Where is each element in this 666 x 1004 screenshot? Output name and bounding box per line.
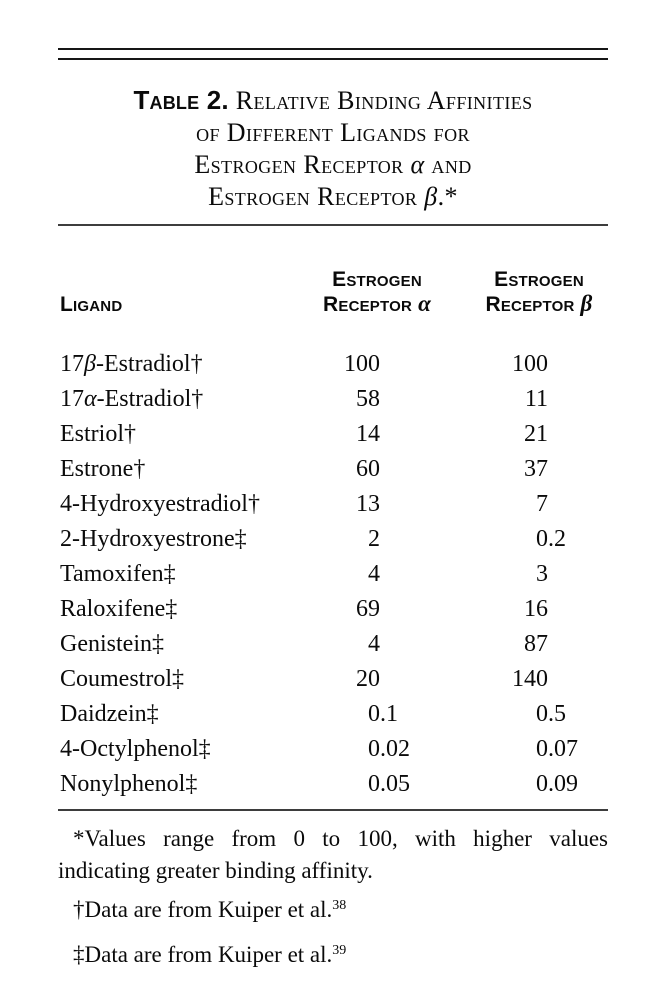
er-alpha-value-frac — [380, 382, 476, 417]
er-beta-value-int: 140 — [512, 666, 548, 692]
er-beta-value-frac — [548, 452, 608, 487]
table-body — [58, 347, 608, 802]
ligand-cell: Raloxifene‡ — [60, 596, 178, 622]
er-alpha-value-int: 4 — [368, 561, 380, 587]
table-title-text-1: Relative Binding Affinities — [235, 86, 533, 115]
ligand-cell: 4-Hydroxyestradiol† — [60, 491, 260, 517]
table-row — [58, 662, 608, 697]
er-beta-value-frac: .07 — [548, 736, 578, 762]
er-alpha-value-int: 0 — [368, 701, 380, 727]
table-row — [58, 382, 608, 417]
er-alpha-value-frac — [380, 487, 476, 522]
footnote-dagger: †Data are from Kuiper et al.$^{38}$ — [73, 897, 347, 922]
table-row — [58, 347, 608, 382]
er-beta-value-int: 7 — [536, 491, 548, 517]
er-beta-value-int: 0 — [536, 771, 548, 797]
er-alpha-value-int: 14 — [356, 421, 380, 447]
er-beta-value-int: 16 — [524, 596, 548, 622]
footer-rule — [58, 809, 608, 811]
ligand-cell: Nonylphenol‡ — [60, 771, 198, 797]
table-title — [58, 84, 608, 213]
ligand-cell: 17α-Estradiol† — [60, 386, 204, 412]
er-beta-value-frac — [548, 557, 608, 592]
footnote-marker: * — [73, 826, 85, 851]
table-number-label: Table 2. — [133, 85, 229, 115]
footnote-marker: † — [73, 897, 85, 922]
alpha-symbol: α — [418, 291, 431, 316]
er-beta-value-frac — [548, 487, 608, 522]
table-row — [58, 487, 608, 522]
table-row — [58, 767, 608, 802]
er-alpha-value-frac — [380, 592, 476, 627]
er-alpha-value-frac: .1 — [380, 701, 398, 727]
er-alpha-value-int: 0 — [368, 771, 380, 797]
beta-symbol: β — [580, 291, 593, 316]
er-alpha-value-frac — [380, 417, 476, 452]
er-beta-value-int: 0 — [536, 736, 548, 762]
table-row — [58, 522, 608, 557]
footnote-asterisk: *Values range from 0 to 100, with higher values indicating greater binding affinity. — [58, 826, 608, 883]
er-alpha-value-int: 13 — [356, 491, 380, 517]
er-alpha-value-int: 0 — [368, 736, 380, 762]
table-row — [58, 417, 608, 452]
er-beta-value-int: 21 — [524, 421, 548, 447]
table-2-figure — [58, 48, 608, 975]
er-beta-value-frac — [548, 662, 608, 697]
ligand-cell: Daidzein‡ — [60, 701, 159, 727]
table-row — [58, 452, 608, 487]
er-alpha-value-frac — [380, 522, 476, 557]
er-beta-value-frac — [548, 627, 608, 662]
column-header-er-beta: Estrogen Receptor β — [485, 268, 593, 316]
table-title-line-4: Estrogen Receptor β.* — [208, 182, 458, 211]
table-header — [58, 268, 608, 317]
er-alpha-value-frac — [380, 662, 476, 697]
er-beta-value-int: 11 — [524, 386, 548, 412]
er-alpha-value-int: 100 — [344, 351, 380, 377]
table-title-line-1 — [58, 84, 608, 117]
er-beta-value-frac: .2 — [548, 526, 566, 552]
er-alpha-value-frac — [380, 557, 476, 592]
er-alpha-value-frac — [380, 627, 476, 662]
ligand-cell: Coumestrol‡ — [60, 666, 184, 692]
er-alpha-value-int: 4 — [368, 631, 380, 657]
reference-superscript: 39 — [332, 943, 347, 958]
er-beta-value-int: 0 — [536, 701, 548, 727]
ligand-cell: Tamoxifen‡ — [60, 561, 176, 587]
column-header-ligand: Ligand — [60, 293, 123, 316]
er-beta-value-int: 37 — [524, 456, 548, 482]
ligand-cell: Estrone† — [60, 456, 146, 482]
er-alpha-value-frac — [380, 347, 476, 382]
table-title-line-2: of Different Ligands for — [196, 118, 470, 147]
er-beta-value-int: 0 — [536, 526, 548, 552]
er-beta-value-frac: .5 — [548, 701, 566, 727]
table-row — [58, 697, 608, 732]
er-alpha-value-int: 20 — [356, 666, 380, 692]
footnote-marker: ‡ — [73, 942, 85, 967]
table-title-line-3: Estrogen Receptor α and — [194, 150, 472, 179]
er-alpha-value-frac — [380, 452, 476, 487]
alpha-symbol: α — [410, 150, 425, 179]
table-row — [58, 732, 608, 767]
reference-superscript: 38 — [332, 898, 347, 913]
er-beta-value-frac: .09 — [548, 771, 578, 797]
er-alpha-value-int: 58 — [356, 386, 380, 412]
er-beta-value-int: 100 — [512, 351, 548, 377]
er-alpha-value-frac: .05 — [380, 771, 410, 797]
ligand-cell: Genistein‡ — [60, 631, 164, 657]
title-rule — [58, 224, 608, 226]
ligand-cell: 2-Hydroxyestrone‡ — [60, 526, 247, 552]
ligand-cell: 4-Octylphenol‡ — [60, 736, 211, 762]
er-beta-value-frac — [548, 417, 608, 452]
footnote-double-dagger: ‡Data are from Kuiper et al.$^{39}$ — [73, 942, 347, 967]
er-beta-value-frac — [548, 347, 608, 382]
column-header-er-alpha: Estrogen Receptor α — [323, 268, 431, 316]
footnotes — [58, 823, 608, 975]
table-row — [58, 557, 608, 592]
er-alpha-value-int: 60 — [356, 456, 380, 482]
top-double-rule — [58, 48, 608, 60]
ligand-cell: Estriol† — [60, 421, 136, 447]
ligand-cell: 17β-Estradiol† — [60, 351, 203, 377]
er-alpha-value-int: 69 — [356, 596, 380, 622]
table-row — [58, 592, 608, 627]
er-beta-value-frac — [548, 382, 608, 417]
er-beta-value-frac — [548, 592, 608, 627]
er-beta-value-int: 87 — [524, 631, 548, 657]
beta-symbol: β — [424, 182, 438, 211]
er-alpha-value-int: 2 — [368, 526, 380, 552]
er-alpha-value-frac: .02 — [380, 736, 410, 762]
table-row — [58, 627, 608, 662]
er-beta-value-int: 3 — [536, 561, 548, 587]
